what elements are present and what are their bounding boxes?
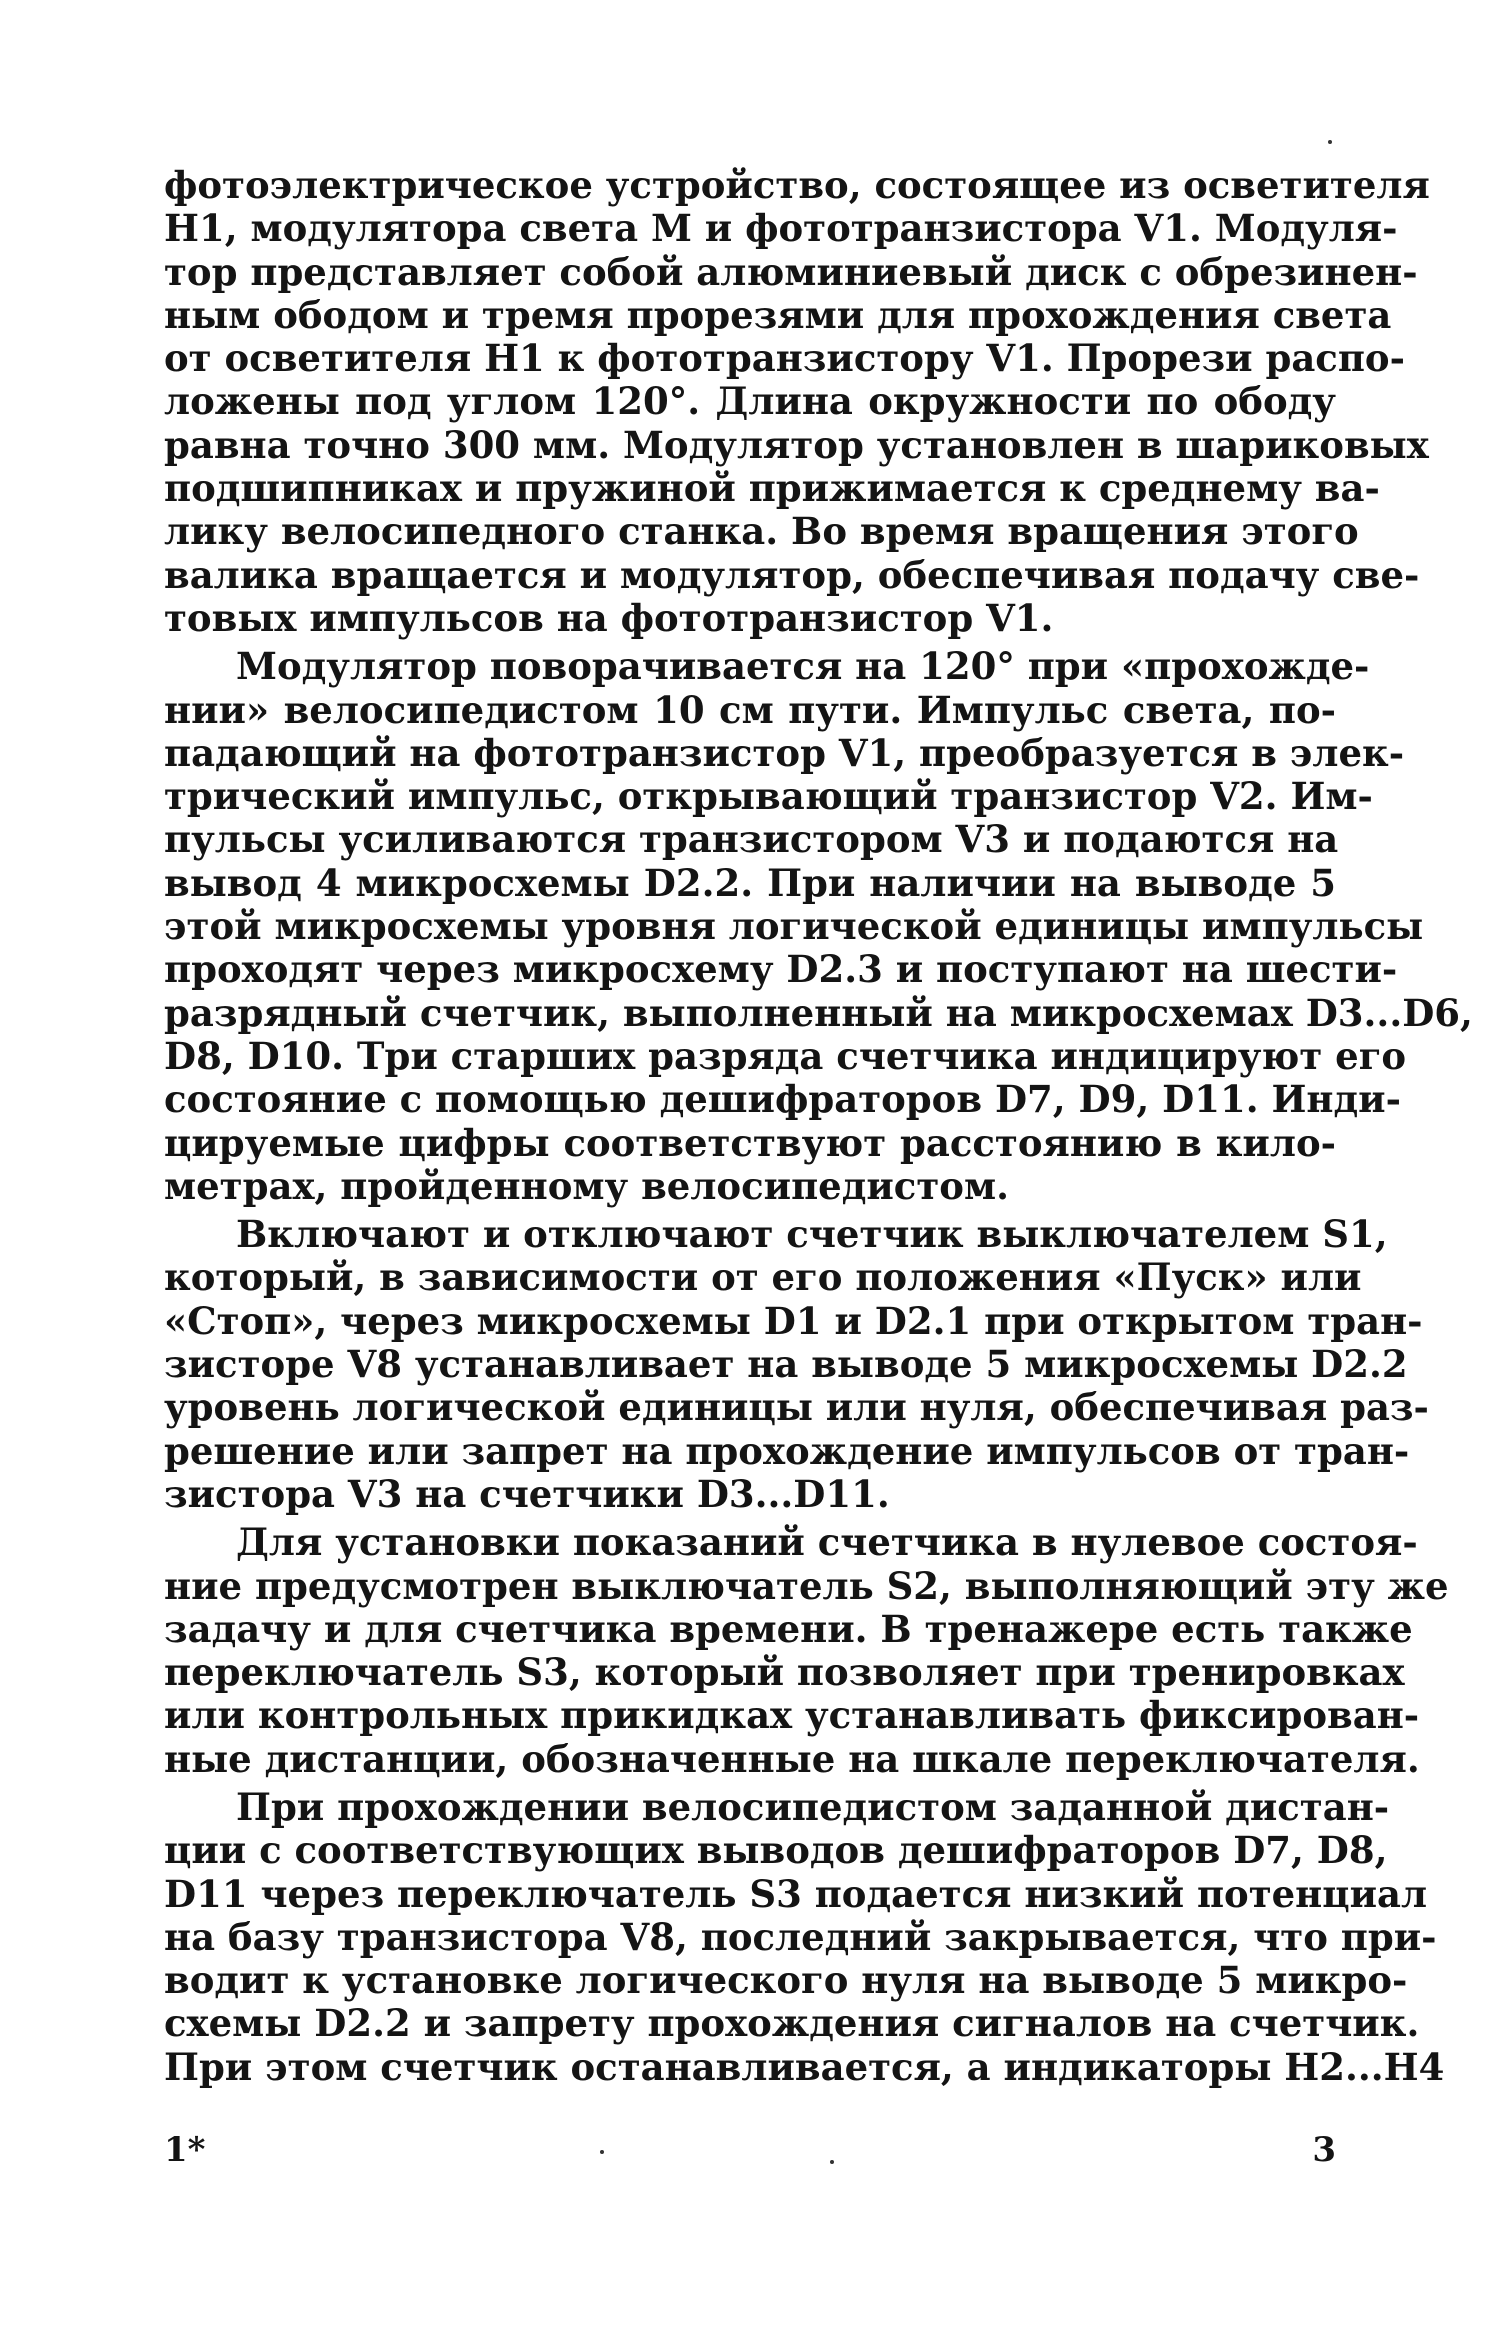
text-line: уровень логической единицы или нуля, обеспечивая раз- bbox=[164, 1385, 1429, 1430]
text-line: этой микросхемы уровня логической единицы импульсы bbox=[164, 904, 1424, 949]
text-line: состояние с помощью дешифраторов D7, D9, D11. Инди- bbox=[164, 1077, 1401, 1122]
paragraph-4 bbox=[164, 1520, 1449, 1781]
paragraph-1 bbox=[164, 163, 1430, 640]
text-line: При прохождении велосипедистом заданной дистан- bbox=[236, 1784, 1390, 1829]
text-line: Включают и отключают счетчик выключателем S1, bbox=[236, 1212, 1388, 1257]
text-line: зисторе V8 устанавливает на выводе 5 микросхемы D2.2 bbox=[164, 1342, 1408, 1387]
paragraph-3 bbox=[164, 1212, 1429, 1516]
text-line: тор представляет собой алюминиевый диск с обрезинен- bbox=[164, 249, 1418, 294]
paragraph-5 bbox=[164, 1784, 1445, 2089]
text-line: «Стоп», через микросхемы D1 и D2.1 при открытом тран- bbox=[164, 1298, 1423, 1343]
paragraph-2 bbox=[164, 644, 1473, 1208]
text-line: валика вращается и модулятор, обеспечивая подачу све- bbox=[164, 552, 1420, 597]
text-line: схемы D2.2 и запрету прохождения сигналов на счетчик. bbox=[164, 2001, 1420, 2046]
text-line: вывод 4 микросхемы D2.2. При наличии на выводе 5 bbox=[164, 860, 1336, 905]
text-line: проходят через микросхему D2.3 и поступают на шести- bbox=[164, 947, 1398, 992]
text-line: ции с соответствующих выводов дешифраторов D7, D8, bbox=[164, 1828, 1388, 1873]
page-footer bbox=[164, 2130, 1336, 2180]
text-line: подшипниках и пружиной прижимается к среднему ва- bbox=[164, 466, 1380, 511]
text-line: падающий на фототранзистор V1, преобразуется в элек- bbox=[164, 730, 1405, 775]
text-line: переключатель S3, который позволяет при тренировках bbox=[164, 1650, 1405, 1695]
text-line: равна точно 300 мм. Модулятор установлен в шариковых bbox=[164, 422, 1429, 467]
text-line: Для установки показаний счетчика в нулевое состоя- bbox=[236, 1520, 1418, 1565]
text-line: зистора V3 на счетчики D3...D11. bbox=[164, 1471, 890, 1516]
text-line: ные дистанции, обозначенные на шкале переключателя. bbox=[164, 1736, 1420, 1781]
text-line: нии» велосипедистом 10 см пути. Импульс света, по- bbox=[164, 687, 1336, 732]
text-line: который, в зависимости от его положения «Пуск» или bbox=[164, 1255, 1362, 1300]
text-line: решение или запрет на прохождение импульсов от тран- bbox=[164, 1428, 1410, 1473]
text-line: лику велосипедного станка. Во время вращения этого bbox=[164, 509, 1359, 554]
text-line: или контрольных прикидках устанавливать фиксирован- bbox=[164, 1693, 1420, 1738]
scan-speck bbox=[830, 2160, 834, 2164]
text-line: фотоэлектрическое устройство, состоящее из осветителя bbox=[164, 163, 1430, 207]
text-line: цируемые цифры соответствуют расстоянию в кило- bbox=[164, 1120, 1336, 1165]
text-line: трический импульс, открывающий транзистор V2. Им- bbox=[164, 774, 1373, 819]
body-text bbox=[164, 163, 1473, 2094]
text-line: ние предусмотрен выключатель S2, выполняющий эту же bbox=[164, 1563, 1449, 1608]
scan-speck bbox=[1328, 140, 1332, 144]
text-line: H1, модулятора света M и фототранзистора V1. Модуля- bbox=[164, 206, 1398, 251]
text-line: водит к установке логического нуля на выводе 5 микро- bbox=[164, 1958, 1408, 2003]
text-line: товых импульсов на фототранзистор V1. bbox=[164, 595, 1054, 640]
text-line: от осветителя H1 к фототранзистору V1. Прорези распо- bbox=[164, 336, 1405, 381]
text-line: пульсы усиливаются транзистором V3 и подаются на bbox=[164, 817, 1339, 862]
text-line: разрядный счетчик, выполненный на микросхемах D3...D6, bbox=[164, 990, 1473, 1035]
text-line: D8, D10. Три старших разряда счетчика индицируют его bbox=[164, 1033, 1407, 1078]
text-line: При этом счетчик останавливается, а индикаторы H2...H4 bbox=[164, 2044, 1445, 2089]
text-line: ным ободом и тремя прорезями для прохождения света bbox=[164, 292, 1392, 337]
text-line: D11 через переключатель S3 подается низкий потенциал bbox=[164, 1871, 1428, 1916]
text-line: ложены под углом 120°. Длина окружности по ободу bbox=[164, 379, 1336, 424]
text-line: метрах, пройденному велосипедистом. bbox=[164, 1163, 1009, 1208]
scan-speck bbox=[600, 2150, 604, 2154]
text-line: задачу и для счетчика времени. В тренажере есть также bbox=[164, 1606, 1413, 1651]
text-line: на базу транзистора V8, последний закрывается, что при- bbox=[164, 1914, 1437, 1959]
signature-mark: 1* bbox=[164, 2130, 206, 2170]
page-number: 3 bbox=[1312, 2130, 1336, 2170]
text-line: Модулятор поворачивается на 120° при «прохожде- bbox=[236, 644, 1370, 689]
